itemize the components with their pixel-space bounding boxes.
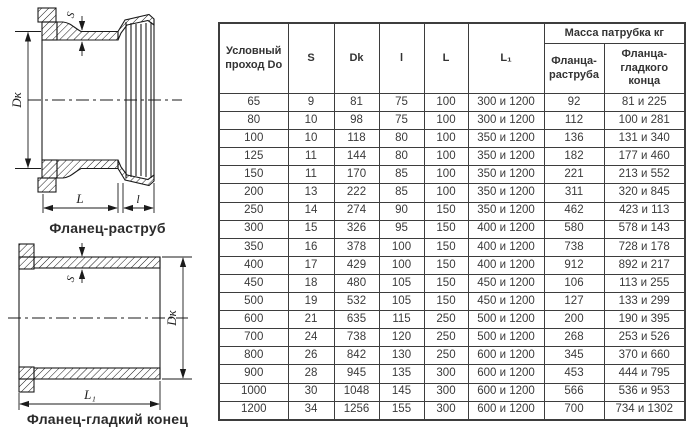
table-cell: 250 (424, 311, 468, 329)
table-cell: 1000 (219, 383, 288, 401)
table-cell: 250 (424, 347, 468, 365)
table-cell: 350 и 1200 (468, 202, 544, 220)
table-cell: 11 (288, 148, 334, 166)
table-cell: 19 (288, 293, 334, 311)
table-cell: 9 (288, 94, 334, 112)
table-row (219, 365, 685, 383)
table-cell: 105 (379, 274, 424, 292)
table-cell: 480 (334, 274, 379, 292)
table-cell: 106 (544, 274, 604, 292)
table-cell: 150 (424, 274, 468, 292)
header-do: Условный проход Do (219, 23, 288, 94)
table-cell: 100 (424, 112, 468, 130)
table-cell: 450 (219, 274, 288, 292)
pipe-wall-bottom (57, 160, 118, 178)
table-cell: 10 (288, 130, 334, 148)
label-s: S (64, 10, 78, 20)
table-cell: 100 (424, 94, 468, 112)
table-row (219, 148, 685, 166)
table-cell: 131 и 340 (604, 130, 685, 148)
diagram-panel (0, 0, 218, 438)
table-cell: 912 (544, 256, 604, 274)
table-cell: 13 (288, 184, 334, 202)
table-cell: 100 (424, 184, 468, 202)
table-cell: 400 и 1200 (468, 220, 544, 238)
table-cell: 100 (424, 148, 468, 166)
table-cell: 300 (424, 401, 468, 420)
table-cell: 300 и 1200 (468, 112, 544, 130)
table-cell: 81 и 225 (604, 94, 685, 112)
table-cell: 155 (379, 401, 424, 420)
table-row (219, 166, 685, 184)
flange-plate-top (19, 257, 34, 269)
table-row (219, 274, 685, 292)
table-cell: 453 (544, 365, 604, 383)
table-cell: 118 (334, 130, 379, 148)
table-cell: 600 и 1200 (468, 365, 544, 383)
table-cell: 444 и 795 (604, 365, 685, 383)
table-cell: 378 (334, 238, 379, 256)
table-cell: 1256 (334, 401, 379, 420)
pipe-wall-top (34, 257, 160, 268)
table-cell: 125 (219, 148, 288, 166)
table-cell: 842 (334, 347, 379, 365)
table-cell: 1200 (219, 401, 288, 420)
flange-plate-bottom (42, 160, 57, 178)
table-cell: 190 и 395 (604, 311, 685, 329)
table-row (219, 130, 685, 148)
pipe-wall-bottom (34, 368, 160, 379)
table-cell: 311 (544, 184, 604, 202)
table-cell: 221 (544, 166, 604, 184)
label-dk: Dк (164, 310, 179, 326)
flange-plate-bottom (19, 367, 34, 379)
table-cell: 350 и 1200 (468, 148, 544, 166)
table-cell: 326 (334, 220, 379, 238)
table-cell: 700 (544, 401, 604, 420)
table-cell: 423 и 113 (604, 202, 685, 220)
table-cell: 580 (544, 220, 604, 238)
flange-plain-end-drawing (0, 243, 218, 413)
table-cell: 115 (379, 311, 424, 329)
table-cell: 536 и 953 (604, 383, 685, 401)
table-cell: 150 (424, 238, 468, 256)
table-cell: 170 (334, 166, 379, 184)
table-row (219, 347, 685, 365)
table-row (219, 220, 685, 238)
header-l-small: l (379, 23, 424, 94)
table-cell: 135 (379, 365, 424, 383)
table-cell: 80 (379, 130, 424, 148)
table-cell: 92 (544, 94, 604, 112)
table-cell: 177 и 460 (604, 148, 685, 166)
table-cell: 100 (424, 166, 468, 184)
table-row (219, 383, 685, 401)
table-cell: 300 и 1200 (468, 94, 544, 112)
table-cell: 130 (379, 347, 424, 365)
label-l1: L₁ (84, 387, 96, 402)
table-cell: 450 и 1200 (468, 274, 544, 292)
table-cell: 400 и 1200 (468, 238, 544, 256)
table-cell: 532 (334, 293, 379, 311)
flange-plain-end-caption: Фланец-гладкий конец (26, 411, 189, 427)
table-cell: 17 (288, 256, 334, 274)
table-cell: 28 (288, 365, 334, 383)
table-cell: 274 (334, 202, 379, 220)
table-cell: 150 (424, 256, 468, 274)
table-cell: 500 и 1200 (468, 329, 544, 347)
table-cell: 16 (288, 238, 334, 256)
table-cell: 80 (379, 148, 424, 166)
table-row (219, 293, 685, 311)
table-row (219, 184, 685, 202)
table-cell: 600 (219, 311, 288, 329)
bolt-bottom (19, 379, 34, 392)
table-cell: 728 и 178 (604, 238, 685, 256)
header-mass-plain: Фланца-гладкого конца (604, 44, 685, 94)
table-cell: 945 (334, 365, 379, 383)
table-row (219, 238, 685, 256)
bolt-top (19, 244, 34, 257)
header-l1: L₁ (468, 23, 544, 94)
table-cell: 14 (288, 202, 334, 220)
label-l-body: L (76, 191, 84, 206)
header-l: L (424, 23, 468, 94)
table-cell: 85 (379, 166, 424, 184)
header-mass-socket: Фланца-раструба (544, 44, 604, 94)
table-cell: 100 (424, 130, 468, 148)
table-cell: 90 (379, 202, 424, 220)
table-row (219, 401, 685, 420)
table-cell: 350 и 1200 (468, 130, 544, 148)
table-cell: 10 (288, 112, 334, 130)
table-cell: 127 (544, 293, 604, 311)
table-cell: 105 (379, 293, 424, 311)
table-cell: 462 (544, 202, 604, 220)
table-cell: 250 (424, 329, 468, 347)
table-cell: 100 (219, 130, 288, 148)
pipe-wall-top (57, 22, 118, 40)
table-cell: 81 (334, 94, 379, 112)
table-cell: 65 (219, 94, 288, 112)
table-cell: 75 (379, 94, 424, 112)
table-cell: 145 (379, 383, 424, 401)
table-cell: 429 (334, 256, 379, 274)
table-cell: 500 и 1200 (468, 311, 544, 329)
flange-socket-caption: Фланец-раструб (49, 220, 166, 236)
table-cell: 18 (288, 274, 334, 292)
table-cell: 892 и 217 (604, 256, 685, 274)
table-row (219, 112, 685, 130)
table-cell: 100 (379, 238, 424, 256)
table-row (219, 329, 685, 347)
table-cell: 900 (219, 365, 288, 383)
table-cell: 738 (544, 238, 604, 256)
table-cell: 222 (334, 184, 379, 202)
table-row (219, 311, 685, 329)
table-cell: 800 (219, 347, 288, 365)
table-cell: 150 (424, 293, 468, 311)
table-cell: 112 (544, 112, 604, 130)
table-cell: 21 (288, 311, 334, 329)
table-cell: 300 (219, 220, 288, 238)
table-cell: 1048 (334, 383, 379, 401)
table-cell: 150 (424, 220, 468, 238)
table-cell: 11 (288, 166, 334, 184)
table-cell: 345 (544, 347, 604, 365)
table-cell: 320 и 845 (604, 184, 685, 202)
table-cell: 98 (334, 112, 379, 130)
table-cell: 500 (219, 293, 288, 311)
table-cell: 400 и 1200 (468, 256, 544, 274)
table-cell: 113 и 255 (604, 274, 685, 292)
table-cell: 100 (379, 256, 424, 274)
table-cell: 566 (544, 383, 604, 401)
table-cell: 95 (379, 220, 424, 238)
table-cell: 450 и 1200 (468, 293, 544, 311)
table-row (219, 256, 685, 274)
label-l-socket: l (136, 192, 140, 206)
header-mass-group: Масса патрубка кг (544, 23, 685, 44)
table-cell: 15 (288, 220, 334, 238)
bolt-top (38, 8, 56, 22)
table-cell: 26 (288, 347, 334, 365)
table-cell: 600 и 1200 (468, 383, 544, 401)
table-cell: 133 и 299 (604, 293, 685, 311)
table-cell: 635 (334, 311, 379, 329)
table-cell: 213 и 552 (604, 166, 685, 184)
table-cell: 738 (334, 329, 379, 347)
spec-table (218, 22, 686, 421)
header-dk: Dk (334, 23, 379, 94)
table-cell: 75 (379, 112, 424, 130)
table-cell: 600 и 1200 (468, 347, 544, 365)
table-cell: 150 (424, 202, 468, 220)
table-cell: 350 и 1200 (468, 166, 544, 184)
table-cell: 370 и 660 (604, 347, 685, 365)
table-cell: 85 (379, 184, 424, 202)
header-s: S (288, 23, 334, 94)
table-cell: 268 (544, 329, 604, 347)
table-cell: 400 (219, 256, 288, 274)
table-cell: 34 (288, 401, 334, 420)
spec-table-header (219, 23, 685, 94)
table-cell: 30 (288, 383, 334, 401)
table-cell: 80 (219, 112, 288, 130)
table-cell: 120 (379, 329, 424, 347)
table-cell: 24 (288, 329, 334, 347)
table-row (219, 94, 685, 112)
flange-socket-drawing (0, 0, 218, 240)
table-cell: 253 и 526 (604, 329, 685, 347)
spec-table-body (219, 94, 685, 420)
table-cell: 136 (544, 130, 604, 148)
table-cell: 100 и 281 (604, 112, 685, 130)
table-cell: 578 и 143 (604, 220, 685, 238)
label-dk: Dк (9, 92, 24, 108)
table-cell: 144 (334, 148, 379, 166)
table-cell: 734 и 1302 (604, 401, 685, 420)
table-row (219, 202, 685, 220)
table-cell: 200 (219, 184, 288, 202)
flange-plate-top (42, 22, 57, 40)
label-s: S (64, 274, 78, 284)
table-cell: 350 и 1200 (468, 184, 544, 202)
table-cell: 150 (219, 166, 288, 184)
table-cell: 700 (219, 329, 288, 347)
table-cell: 250 (219, 202, 288, 220)
table-cell: 200 (544, 311, 604, 329)
table-cell: 300 (424, 365, 468, 383)
table-cell: 600 и 1200 (468, 401, 544, 420)
table-cell: 300 (424, 383, 468, 401)
table-cell: 350 (219, 238, 288, 256)
bolt-bottom (38, 178, 56, 192)
table-cell: 182 (544, 148, 604, 166)
